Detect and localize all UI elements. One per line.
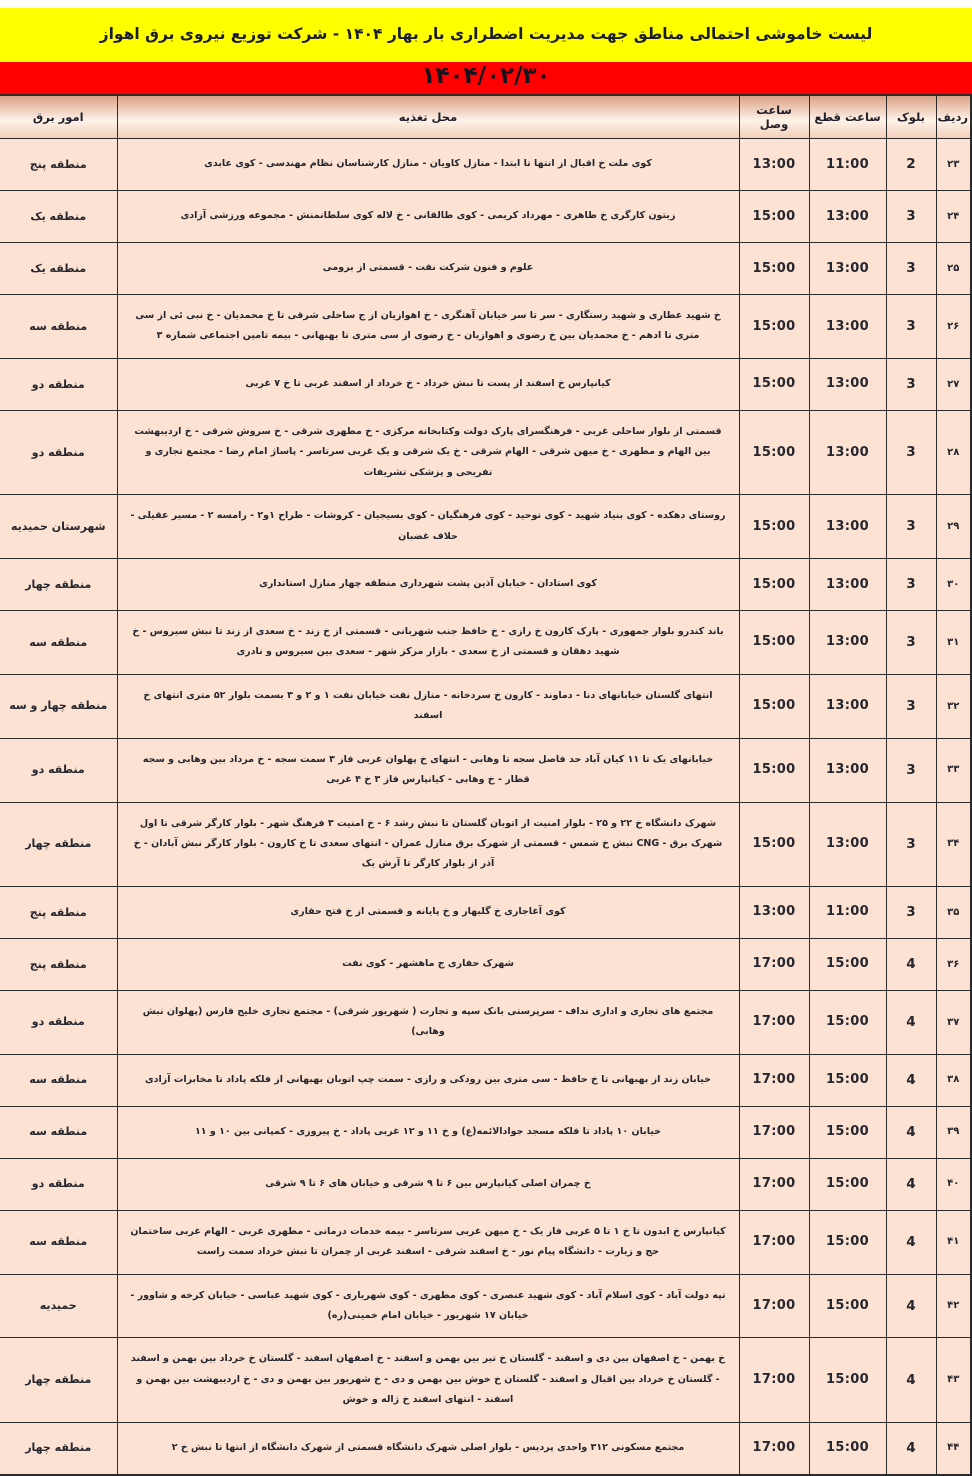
district-cell: منطقه دو	[0, 1158, 117, 1210]
header-row-number: ردیف	[936, 95, 971, 139]
cut-time-cell: 15:00	[809, 1210, 886, 1274]
row-number-cell: ۴۴	[936, 1422, 971, 1475]
table-row	[0, 139, 971, 191]
location-cell: خیابانهای یک تا ۱۱ کیان آباد حد فاصل سجه تا وهابی - انتهای خ پهلوان غربی فاز ۳ سمت سجه - خ مرداد بین وهابی و سجه قطار - خ وهابی - کیانپارس فاز ۳ خ ۴ غربی	[117, 738, 739, 802]
cut-time-cell: 13:00	[809, 738, 886, 802]
reconnect-time-cell: 15:00	[739, 358, 809, 410]
row-number-cell: ۳۳	[936, 738, 971, 802]
row-number-cell: ۴۱	[936, 1210, 971, 1274]
cut-time-cell: 15:00	[809, 1338, 886, 1422]
district-cell: منطقه سه	[0, 295, 117, 359]
cut-time-cell: 15:00	[809, 1054, 886, 1106]
location-cell: مجتمع مسکونی ۳۱۲ واحدی پردیس - بلوار اصلی شهرک دانشگاه قسمتی از شهرک دانشگاه از انتها تا نبش خ ۲	[117, 1422, 739, 1475]
table-row	[0, 243, 971, 295]
location-cell: باند کندرو بلوار جمهوری - پارک کارون خ رازی - خ حافظ جنب شهربانی - قسمتی از خ زند - خ سعدی از زند تا نبش سیروس - خ شهید دهقان و قسمتی از خ سعدی - بازار مرکز شهر - سعدی بین سیروس و نادری	[117, 611, 739, 675]
reconnect-time-cell: 17:00	[739, 1158, 809, 1210]
row-number-cell: ۲۳	[936, 139, 971, 191]
district-cell: منطقه چهار	[0, 1338, 117, 1422]
reconnect-time-cell: 17:00	[739, 1054, 809, 1106]
block-cell: 3	[886, 243, 936, 295]
title-banner	[0, 8, 972, 62]
reconnect-time-cell: 15:00	[739, 295, 809, 359]
reconnect-time-cell: 15:00	[739, 410, 809, 494]
table-row	[0, 674, 971, 738]
district-cell: شهرستان حمیدیه	[0, 495, 117, 559]
table-row	[0, 990, 971, 1054]
block-cell: 4	[886, 1274, 936, 1338]
district-cell: حمیدیه	[0, 1274, 117, 1338]
block-cell: 4	[886, 938, 936, 990]
location-cell: کوی آغاجاری خ گلبهار و خ پایانه و قسمتی از خ فتح حفاری	[117, 886, 739, 938]
cut-time-cell: 15:00	[809, 990, 886, 1054]
row-number-cell: ۳۷	[936, 990, 971, 1054]
row-number-cell: ۳۹	[936, 1106, 971, 1158]
location-cell: روستای دهکده - کوی بنیاد شهید - کوی توحید - کوی فرهنگیان - کوی بسیجیان - کروشات - طراح ۱و۲ - رامسه ۲ - مسیر عقیلی - حلاف غضبان	[117, 495, 739, 559]
cut-time-cell: 15:00	[809, 1274, 886, 1338]
district-cell: منطقه پنج	[0, 886, 117, 938]
row-number-cell: ۳۵	[936, 886, 971, 938]
row-number-cell: ۲۹	[936, 495, 971, 559]
cut-time-cell: 11:00	[809, 886, 886, 938]
cut-time-cell: 15:00	[809, 1422, 886, 1475]
cut-time-cell: 13:00	[809, 243, 886, 295]
row-number-cell: ۳۰	[936, 559, 971, 611]
reconnect-time-cell: 15:00	[739, 611, 809, 675]
header-location: محل تغذیه	[117, 95, 739, 139]
block-cell: 3	[886, 495, 936, 559]
cut-time-cell: 13:00	[809, 802, 886, 886]
cut-time-cell: 15:00	[809, 1106, 886, 1158]
reconnect-time-cell: 17:00	[739, 1422, 809, 1475]
district-cell: منطقه چهار	[0, 802, 117, 886]
reconnect-time-cell: 15:00	[739, 495, 809, 559]
reconnect-time-cell: 13:00	[739, 886, 809, 938]
reconnect-time-cell: 15:00	[739, 243, 809, 295]
location-cell: خ شهید عطاری و شهید رستگاری - سر تا سر خیابان آهنگری - خ اهوازیان از ج ساحلی شرقی تا خ محمدیان - خ نبی ئی از سی متری تا ادهم - خ محمدیان بین خ رضوی و اهوازیان - خ رضوی از سی متری تا بهبهانی - بیمه تامین اجتماعی شماره ۳	[117, 295, 739, 359]
district-cell: منطقه سه	[0, 611, 117, 675]
district-cell: منطقه چهار و سه	[0, 674, 117, 738]
location-cell: خیابان ۱۰ پاداد تا فلکه مسجد جوادالائمه(ع) و خ ۱۱ و ۱۲ غربی پاداد - خ پیروزی - کمپانی بین ۱۰ و ۱۱	[117, 1106, 739, 1158]
district-cell: منطقه یک	[0, 191, 117, 243]
location-cell: زیتون کارگری خ طاهری - مهرداد کریمی - کوی طالقانی - خ لاله کوی سلطانمنش - مجموعه ورزشی آزادی	[117, 191, 739, 243]
cut-time-cell: 15:00	[809, 938, 886, 990]
block-cell: 3	[886, 611, 936, 675]
table-row	[0, 802, 971, 886]
block-cell: 4	[886, 1338, 936, 1422]
block-cell: 4	[886, 1158, 936, 1210]
table-row	[0, 1054, 971, 1106]
row-number-cell: ۳۱	[936, 611, 971, 675]
reconnect-time-cell: 17:00	[739, 1274, 809, 1338]
table-header-row	[0, 95, 971, 139]
row-number-cell: ۳۲	[936, 674, 971, 738]
cut-time-cell: 13:00	[809, 358, 886, 410]
schedule-date: ۱۴۰۴/۰۲/۳۰	[421, 63, 551, 89]
location-cell: خ چمران اصلی کیانپارس بین ۶ تا ۹ شرقی و خیابان های ۶ تا ۹ شرقی	[117, 1158, 739, 1210]
row-number-cell: ۳۶	[936, 938, 971, 990]
row-number-cell: ۴۲	[936, 1274, 971, 1338]
row-number-cell: ۲۷	[936, 358, 971, 410]
block-cell: 3	[886, 295, 936, 359]
row-number-cell: ۳۸	[936, 1054, 971, 1106]
table-row	[0, 191, 971, 243]
block-cell: 3	[886, 358, 936, 410]
location-cell: کیانپارس خ اسفند از پست تا نبش خرداد - خ خرداد از اسفند غربی تا خ ۷ غربی	[117, 358, 739, 410]
row-number-cell: ۳۴	[936, 802, 971, 886]
header-block: بلوک	[886, 95, 936, 139]
reconnect-time-cell: 15:00	[739, 802, 809, 886]
district-cell: منطقه سه	[0, 1054, 117, 1106]
district-cell: منطقه یک	[0, 243, 117, 295]
location-cell: خ بهمن - خ اصفهان بین دی و اسفند - گلستان خ تیر بین بهمن و اسفند - خ اصفهان اسفند - گلستان خ خرداد بین بهمن و اسفند - گلستان خ خرداد بین اقبال و اسفند - گلستان خ خوش بین بهمن و دی - خ شهریور بین بهمن و دی - خ اردیبهشت بین بهمن و اسفند - انتهای اسفند خ ژاله و خوش	[117, 1338, 739, 1422]
block-cell: 4	[886, 1106, 936, 1158]
table-row	[0, 358, 971, 410]
location-cell: کوی ملت خ اقبال از انتها تا ابتدا - منازل کاویان - منازل کارشناسان نظام مهندسی - کوی عابدی	[117, 139, 739, 191]
location-cell: شهرک دانشگاه خ ۲۲ و ۲۵ - بلوار امنیت از اتوبان گلستان تا نبش رشد ۶ - خ امنیت ۳ فرهنگ شهر - بلوار کارگر شرقی تا اول شهرک برق - CNG نبش خ شمس - قسمتی از شهرک برق منازل عمران - انتهای سعدی تا خ کارون - بلوار کارگر نبش آبادان - خ آذر از بلوار کارگر تا آرش یک	[117, 802, 739, 886]
outage-schedule-table	[0, 94, 972, 1476]
district-cell: منطقه سه	[0, 1210, 117, 1274]
table-row	[0, 738, 971, 802]
table-row	[0, 410, 971, 494]
table-row	[0, 886, 971, 938]
district-cell: منطقه پنج	[0, 938, 117, 990]
cut-time-cell: 15:00	[809, 1158, 886, 1210]
location-cell: علوم و فنون شرکت نفت - قسمتی از برومی	[117, 243, 739, 295]
table-row	[0, 1338, 971, 1422]
block-cell: 2	[886, 139, 936, 191]
cut-time-cell: 13:00	[809, 674, 886, 738]
district-cell: منطقه سه	[0, 1106, 117, 1158]
table-row	[0, 295, 971, 359]
block-cell: 3	[886, 410, 936, 494]
cut-time-cell: 13:00	[809, 559, 886, 611]
district-cell: منطقه چهار	[0, 559, 117, 611]
top-margin	[0, 0, 972, 8]
reconnect-time-cell: 17:00	[739, 1210, 809, 1274]
location-cell: انتهای گلستان خیابانهای دنا - دماوند - کارون خ سردخانه - منازل نفت خیابان نفت ۱ و ۲ و ۳ بسمت بلوار ۵۲ متری انتهای خ اسفند	[117, 674, 739, 738]
table-row	[0, 1106, 971, 1158]
table-row	[0, 1422, 971, 1475]
row-number-cell: ۲۴	[936, 191, 971, 243]
reconnect-time-cell: 13:00	[739, 139, 809, 191]
cut-time-cell: 13:00	[809, 295, 886, 359]
reconnect-time-cell: 15:00	[739, 738, 809, 802]
cut-time-cell: 13:00	[809, 495, 886, 559]
cut-time-cell: 13:00	[809, 410, 886, 494]
block-cell: 3	[886, 886, 936, 938]
table-row	[0, 1210, 971, 1274]
block-cell: 4	[886, 1054, 936, 1106]
cut-time-cell: 13:00	[809, 191, 886, 243]
row-number-cell: ۴۳	[936, 1338, 971, 1422]
table-row	[0, 611, 971, 675]
location-cell: کیانپارس خ ابدون تا خ ۱ تا ۵ غربی فاز یک - خ میهن غربی سرتاسر - بیمه خدمات درمانی - مطهری غربی - الهام غربی ساختمان حج و زیارت - دانشگاه پیام نور - خ اسفند شرقی - اسفند غربی از چمران تا نبش خرداد سمت راست	[117, 1210, 739, 1274]
reconnect-time-cell: 17:00	[739, 1338, 809, 1422]
header-cut-time: ساعت قطع	[809, 95, 886, 139]
location-cell: قسمتی از بلوار ساحلی غربی - فرهنگسرای پارک دولت وکتابخانه مرکزی - خ مطهری شرقی - خ سروش شرقی - خ اردیبهشت بین الهام و مطهری - خ میهن شرقی - الهام شرقی - خ یک شرقی و یک غربی سرتاسر - پاساژ امام رضا - مجتمع تجاری و تفریحی و پزشکی تشریفات	[117, 410, 739, 494]
header-district: امور برق	[0, 95, 117, 139]
reconnect-time-cell: 17:00	[739, 990, 809, 1054]
district-cell: منطقه چهار	[0, 1422, 117, 1475]
row-number-cell: ۲۵	[936, 243, 971, 295]
schedule-table-body	[0, 139, 971, 1475]
reconnect-time-cell: 15:00	[739, 674, 809, 738]
reconnect-time-cell: 17:00	[739, 938, 809, 990]
block-cell: 3	[886, 191, 936, 243]
block-cell: 4	[886, 1210, 936, 1274]
location-cell: شهرک حفاری ج ماهشهر - کوی نفت	[117, 938, 739, 990]
location-cell: مجتمع های تجاری و اداری نداف - سرپرستی بانک سپه و تجارت ( شهریور شرقی) - مجتمع تجاری خلیج فارس (پهلوان نبش وهابی)	[117, 990, 739, 1054]
district-cell: منطقه دو	[0, 990, 117, 1054]
table-row	[0, 495, 971, 559]
table-row	[0, 1274, 971, 1338]
location-cell: کوی استادان - خیابان آذین پشت شهرداری منطقه چهار منازل استانداری	[117, 559, 739, 611]
row-number-cell: ۲۶	[936, 295, 971, 359]
district-cell: منطقه دو	[0, 738, 117, 802]
reconnect-time-cell: 17:00	[739, 1106, 809, 1158]
location-cell: تپه دولت آباد - کوی اسلام آباد - کوی شهید عنصری - کوی مطهری - کوی شهریاری - کوی شهید عباسی - خیابان کرخه و شاوور - خیابان ۱۷ شهریور - خیابان امام خمینی(ره)	[117, 1274, 739, 1338]
date-banner	[0, 62, 972, 94]
block-cell: 3	[886, 802, 936, 886]
block-cell: 4	[886, 1422, 936, 1475]
cut-time-cell: 11:00	[809, 139, 886, 191]
block-cell: 3	[886, 738, 936, 802]
block-cell: 3	[886, 559, 936, 611]
district-cell: منطقه دو	[0, 358, 117, 410]
reconnect-time-cell: 15:00	[739, 191, 809, 243]
table-row	[0, 559, 971, 611]
cut-time-cell: 13:00	[809, 611, 886, 675]
block-cell: 3	[886, 674, 936, 738]
table-row	[0, 938, 971, 990]
row-number-cell: ۲۸	[936, 410, 971, 494]
row-number-cell: ۴۰	[936, 1158, 971, 1210]
header-reconnect-time: ساعت وصل	[739, 95, 809, 139]
table-row	[0, 1158, 971, 1210]
location-cell: خیابان زند از بهبهانی تا خ حافظ - سی متری بین رودکی و رازی - سمت چپ اتوبان بهبهانی از فلکه پاداد تا مخابرات آزادی	[117, 1054, 739, 1106]
district-cell: منطقه دو	[0, 410, 117, 494]
page-title: لیست خاموشی احتمالی مناطق جهت مدیریت اضطراری بار بهار ۱۴۰۴ - شرکت توزیع نیروی برق اهواز	[99, 25, 873, 43]
block-cell: 4	[886, 990, 936, 1054]
district-cell: منطقه پنج	[0, 139, 117, 191]
reconnect-time-cell: 15:00	[739, 559, 809, 611]
